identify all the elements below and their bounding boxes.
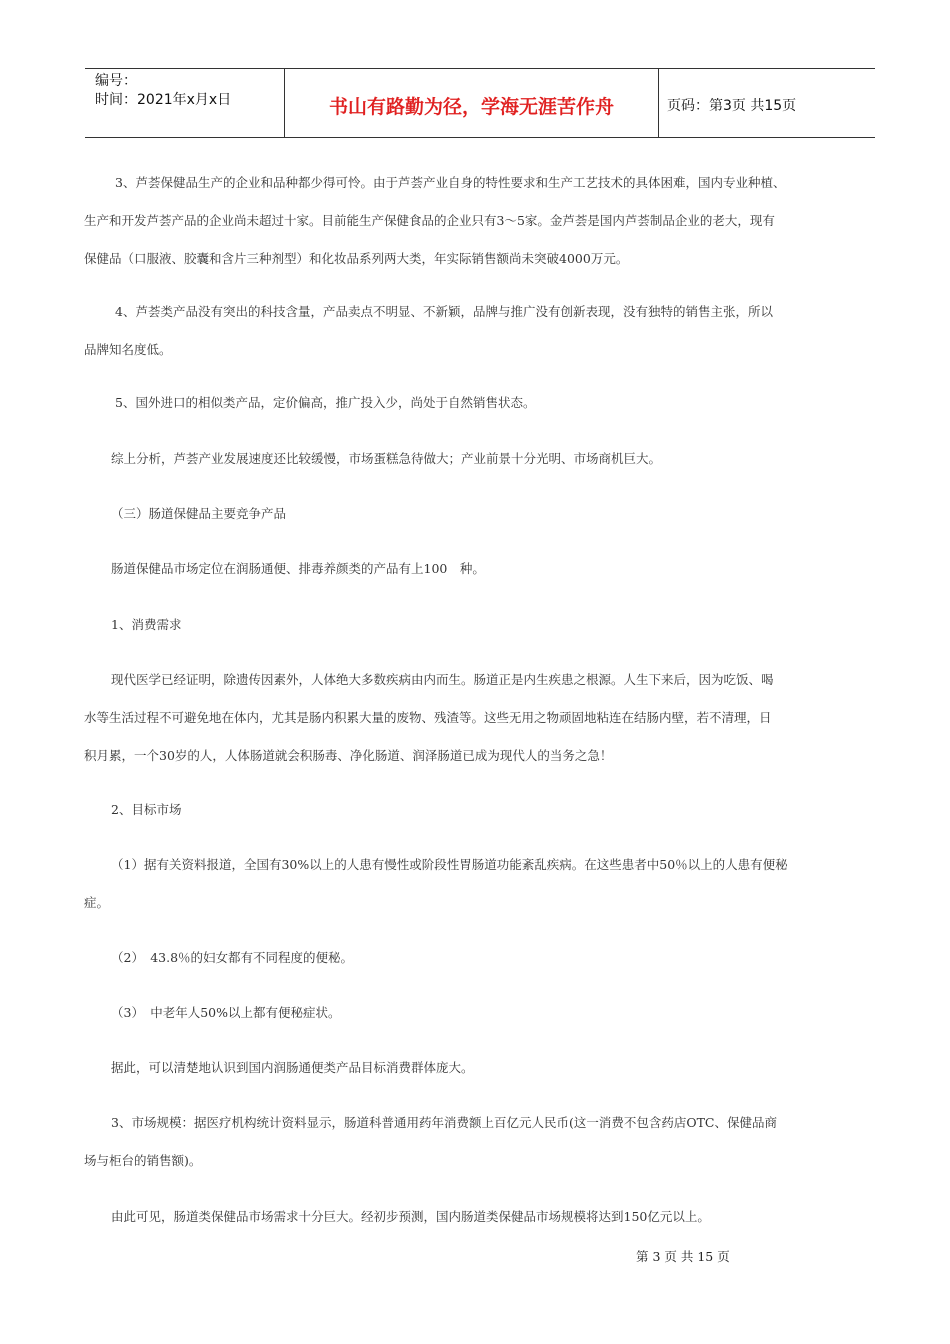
paragraph-medicine — [111, 661, 774, 699]
text-line: 生产和开发芦荟产品的企业尚未超过十家。目前能生产保健食品的企业只有3～5家。金芦荟是国内芦荟制品企业的老大，现有 — [84, 213, 775, 228]
paragraph-5 — [115, 384, 535, 422]
page-footer: 第 3 页 共 15 页 — [636, 1249, 730, 1264]
paragraph-market-position — [111, 550, 485, 588]
text-line: （2） 43.8％的妇女都有不同程度的便秘。 — [111, 950, 354, 965]
text-line: （三）肠道保健品主要竞争产品 — [111, 506, 287, 521]
section-heading — [111, 495, 286, 533]
text-line: 3、市场规模：据医疗机构统计资料显示，肠道科普通用药年消费额上百亿元人民币(这一消费不包含药店OTC、保健品商 — [111, 1115, 777, 1130]
paragraph-summary — [111, 440, 661, 478]
text-line: 现代医学已经证明，除遗传因素外，人体绝大多数疾病由内而生。肠道正是内生疾患之根源。人生下来后，因为吃饭、喝 — [111, 672, 774, 687]
text-line: 由此可见，肠道类保健品市场需求十分巨大。经初步预测，国内肠道类保健品市场规模将达到150亿元以上。 — [111, 1209, 710, 1224]
text-line: 水等生活过程不可避免地在体内，尤其是肠内积累大量的废物、残渣等。这些无用之物顽固地粘连在结肠内壁，若不清理，日 — [84, 710, 772, 725]
header-time: 时间：2021年x月x日 — [95, 92, 232, 108]
subheading-demand — [111, 606, 181, 644]
text-line: 保健品（口服液、胶囊和含片三种剂型）和化妆品系列两大类，年实际销售额尚未突破4000万元。 — [84, 251, 629, 266]
text-line: 综上分析，芦荟产业发展速度还比较缓慢，市场蛋糕急待做大；产业前景十分光明、市场商机巨大。 — [111, 451, 662, 466]
paragraph-4 — [115, 293, 773, 331]
paragraph-conclusion-consumers — [111, 1049, 474, 1087]
paragraph-3-cont — [84, 202, 884, 278]
text-line: 1、消费需求 — [111, 617, 182, 632]
paragraph-target-1 — [111, 846, 886, 884]
header-page-number: 页码：第3页 共15页 — [667, 98, 797, 114]
paragraph-3 — [115, 164, 785, 202]
text-line: 场与柜台的销售额)。 — [84, 1153, 202, 1168]
page-header — [85, 68, 875, 138]
paragraph-target-3 — [111, 994, 341, 1032]
text-line: （1）据有关资料报道，全国有30%以上的人患有慢性或阶段性胃肠道功能紊乱疾病。在这些患者中50％以上的人患有便秘 — [111, 857, 788, 872]
text-line: 据此，可以清楚地认识到国内润肠通便类产品目标消费群体庞大。 — [111, 1060, 474, 1075]
text-line: 品牌知名度低。 — [84, 342, 172, 357]
paragraph-market-scale-cont — [84, 1142, 201, 1180]
header-meta — [85, 69, 285, 137]
text-line: 5、国外进口的相似类产品，定价偏高，推广投入少，尚处于自然销售状态。 — [115, 395, 536, 410]
subheading-target-market — [111, 791, 181, 829]
text-line: 积月累，一个30岁的人，人体肠道就会积肠毒、净化肠道、润泽肠道已成为现代人的当务之急！ — [84, 748, 613, 763]
paragraph-4-cont — [84, 331, 172, 369]
paragraph-market-scale — [111, 1104, 886, 1142]
header-number: 编号： — [95, 73, 137, 89]
paragraph-target-2 — [111, 939, 353, 977]
text-line: 肠道保健品市场定位在润肠通便、排毒养颜类的产品有上100 种。 — [111, 561, 485, 576]
paragraph-medicine-cont — [84, 699, 884, 775]
text-line: 症。 — [84, 895, 110, 910]
header-motto: 书山有路勤为径，学海无涯苦作舟 — [285, 69, 659, 137]
text-line: 2、目标市场 — [111, 802, 182, 817]
text-line: 4、芦荟类产品没有突出的科技含量，产品卖点不明显、不新颖，品牌与推广没有创新表现，没有独特的销售主张，所以 — [115, 304, 773, 319]
text-line: 3、芦荟保健品生产的企业和品种都少得可怜。由于芦荟产业自身的特性要求和生产工艺技术的具体困难，国内专业种植、 — [115, 175, 786, 190]
paragraph-target-1-cont — [84, 884, 109, 922]
paragraph-final — [111, 1198, 710, 1236]
text-line: （3） 中老年人50%以上都有便秘症状。 — [111, 1005, 341, 1020]
